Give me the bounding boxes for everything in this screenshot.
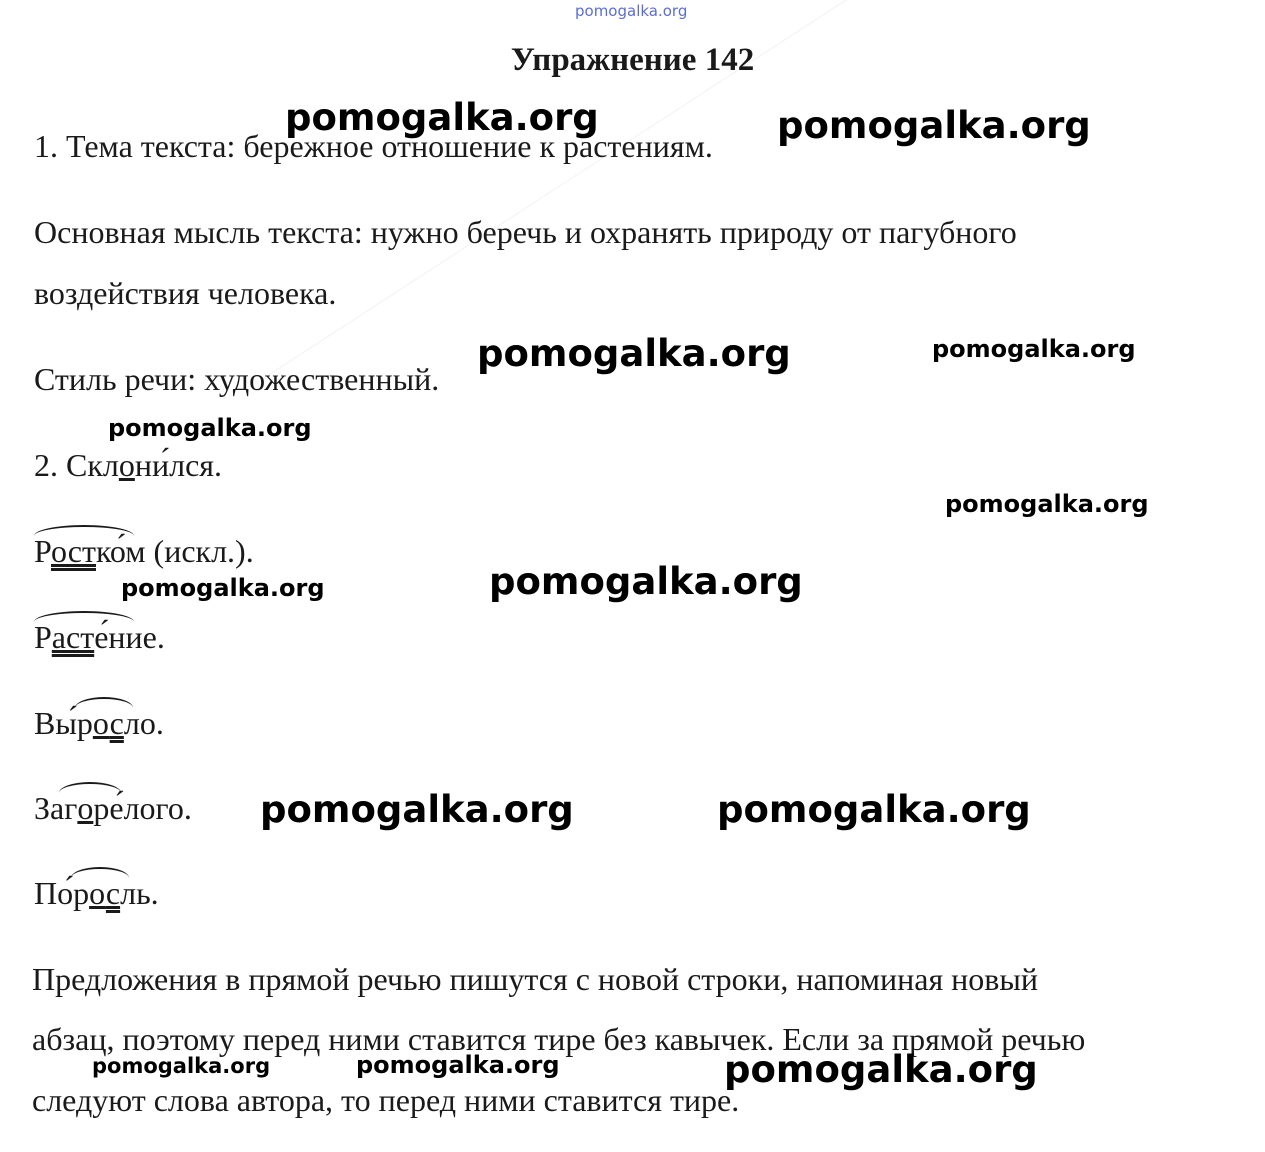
word-ending: ко́м: [95, 533, 146, 569]
watermark: pomogalka.org: [260, 788, 574, 831]
rule-line1: Предложения в прямой речью пишутся с новой строки, напоминая новый: [32, 961, 1039, 997]
watermark: pomogalka.org: [477, 332, 791, 375]
word-zagorelogo: [34, 790, 192, 827]
word-ending: е́ние.: [94, 619, 165, 655]
rule-line2: абзац, поэтому перед ними ставится тире без кавычек. Если за прямой речью: [32, 1021, 1086, 1057]
watermark: pomogalka.org: [285, 96, 599, 139]
word-rastenie: [34, 619, 165, 656]
underlined-letter: о: [89, 875, 106, 911]
root-arc: [59, 782, 121, 804]
root-arc: [71, 867, 129, 889]
root-arc: [34, 611, 134, 633]
word-prefix: Вы́р: [34, 705, 93, 741]
double-underlined-letters: аст: [51, 619, 95, 655]
root-arc: [34, 525, 134, 547]
underlined-letter: о: [77, 790, 94, 826]
root-ros: [93, 705, 124, 742]
word-sklonilsya: [34, 447, 222, 484]
double-underlined-letter: с: [105, 875, 121, 911]
text-topic: 1. Тема текста: бережное отношение к растениям.: [34, 128, 713, 164]
letter: Р: [34, 533, 51, 569]
watermark: pomogalka.org: [945, 490, 1149, 518]
root-rost: [34, 533, 96, 570]
word-prefix: 2. Скл: [34, 447, 119, 483]
word-prefix: По́р: [34, 875, 90, 911]
watermark: pomogalka.org: [717, 788, 1031, 831]
watermark: pomogalka.org: [932, 335, 1136, 363]
watermark: pomogalka.org: [108, 414, 312, 442]
root-gor: [77, 790, 93, 827]
rule-line3: следуют слова автора, то перед ними ставится тире.: [32, 1082, 740, 1118]
main-idea-line2: воздействия человека.: [34, 275, 337, 311]
site-mark: pomogalka.org: [575, 2, 688, 20]
double-underlined-letter: с: [109, 705, 124, 741]
word-ending: ль.: [120, 875, 159, 911]
root-rast: [34, 619, 94, 656]
watermark: pomogalka.org: [92, 1054, 271, 1078]
watermark: pomogalka.org: [356, 1051, 560, 1079]
watermark: pomogalka.org: [121, 574, 325, 602]
letter: Р: [34, 619, 52, 655]
word-ending: ре́лого.: [93, 790, 192, 826]
underlined-letter: о: [92, 705, 110, 741]
word-vyroslo: [34, 705, 164, 742]
word-ending: и́лся.: [151, 447, 222, 483]
main-idea-line1: Основная мысль текста: нужно беречь и охранять природу от пагубного: [34, 214, 1017, 250]
underlined-letter: о: [118, 447, 135, 483]
watermark: pomogalka.org: [489, 560, 803, 603]
double-underlined-letters: ост: [51, 533, 96, 569]
note: (искл.).: [145, 533, 254, 569]
watermark: pomogalka.org: [724, 1048, 1038, 1091]
word-prefix: Заг: [34, 790, 78, 826]
root-ros: [89, 875, 120, 912]
speech-style: Стиль речи: художественный.: [34, 361, 440, 397]
word-part: н: [134, 447, 152, 483]
root-arc: [75, 697, 133, 719]
watermark: pomogalka.org: [777, 104, 1091, 147]
exercise-title: Упражнение 142: [510, 42, 755, 78]
word-porosl: [34, 875, 159, 912]
word-ending: ло.: [123, 705, 164, 741]
word-rostkom: [34, 533, 254, 570]
